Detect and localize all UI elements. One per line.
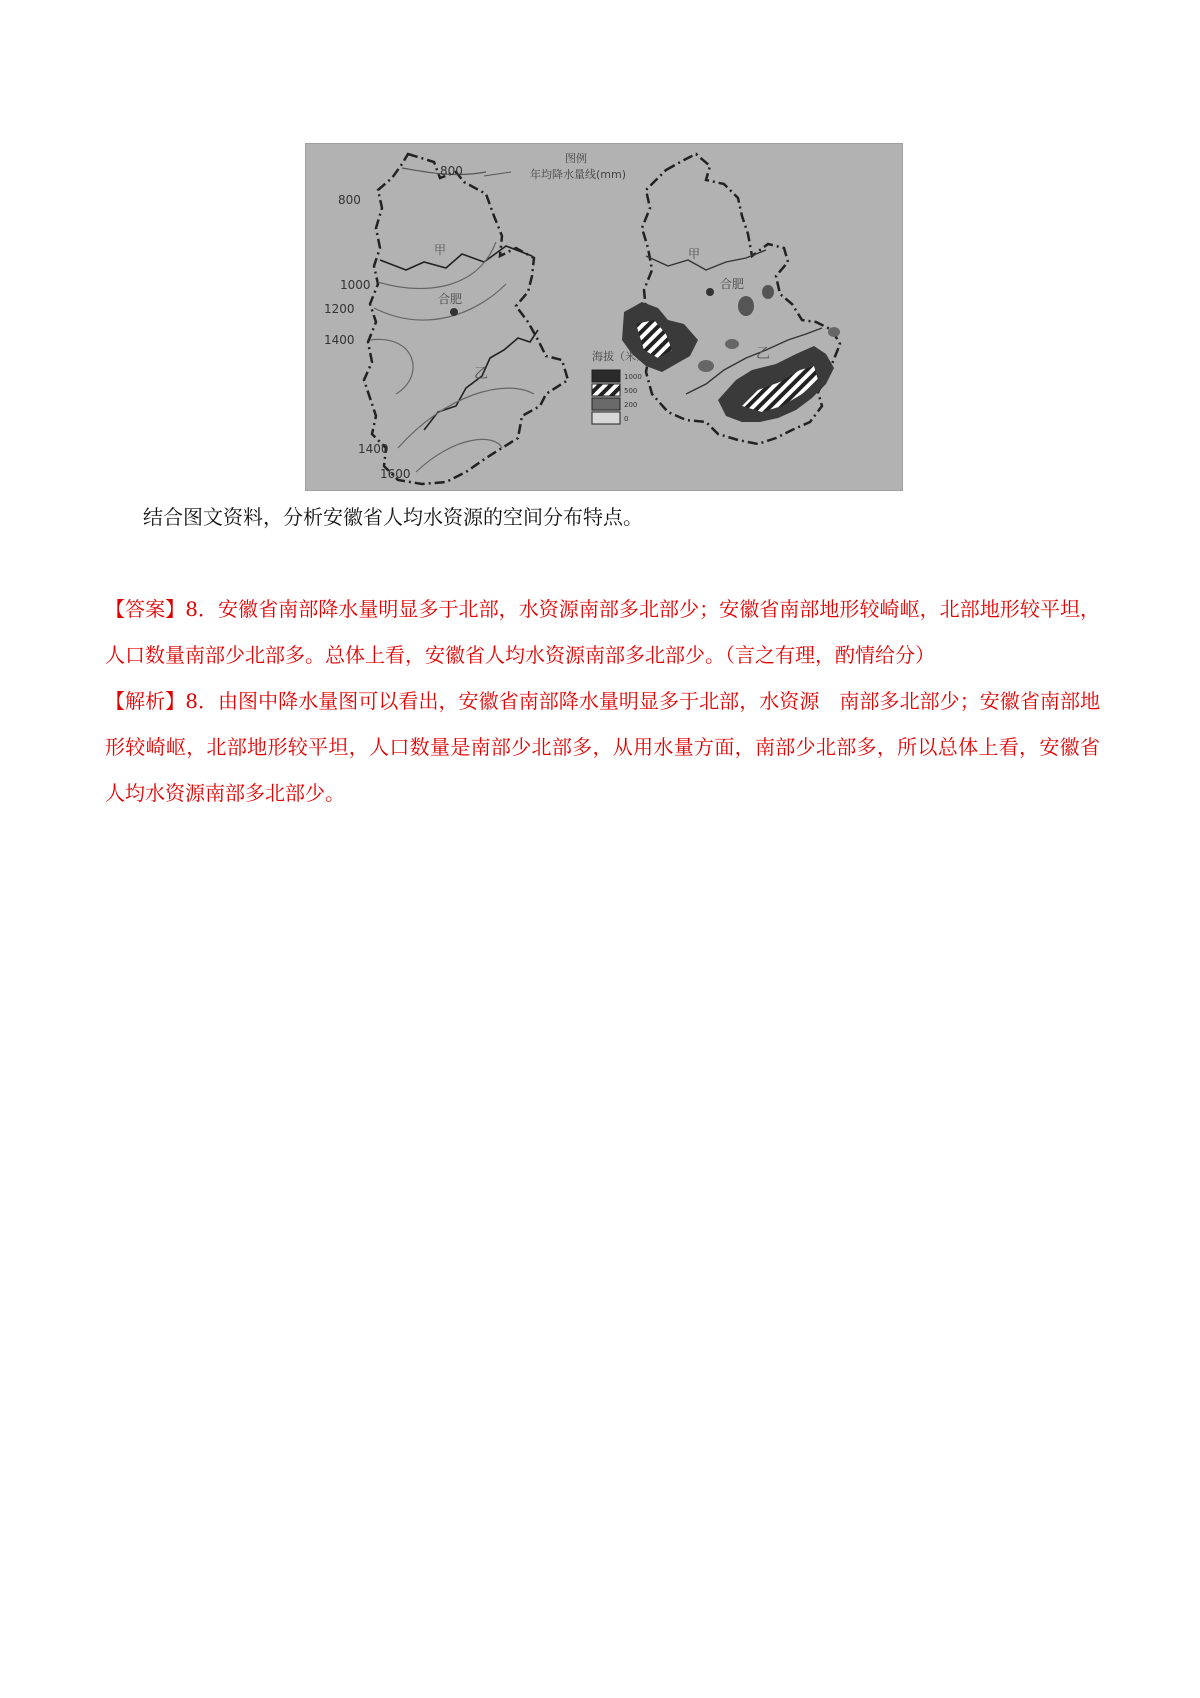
relief-patch	[725, 339, 739, 349]
isohyet-label: 1000	[340, 278, 371, 292]
left-hefei-dot	[450, 308, 458, 316]
answer-section	[105, 586, 1100, 816]
right-hefei-dot	[706, 288, 714, 296]
elevation-legend-title: 海拔（米）	[592, 350, 647, 363]
answer-label: 【答案】	[105, 597, 186, 621]
analysis-label: 【解析】	[105, 689, 186, 713]
legend-swatch-0	[592, 412, 620, 424]
right-city-hefei: 合肥	[720, 277, 745, 291]
left-region-jia: 甲	[434, 243, 447, 257]
top-legend-title: 图例	[565, 152, 587, 165]
left-province-border	[364, 154, 568, 484]
legend-swatch-200	[592, 398, 620, 410]
relief-map	[592, 154, 840, 444]
isohyet-1400-lower	[398, 388, 534, 448]
right-region-yi: 乙	[756, 346, 770, 362]
legend-level: 0	[624, 415, 629, 423]
analysis-paragraph	[105, 678, 1100, 816]
legend-swatch-500	[592, 384, 620, 396]
legend-level: 200	[624, 401, 638, 409]
legend-swatch-1000	[592, 370, 620, 382]
top-legend-subtitle: 年均降水量线(mm)	[529, 168, 627, 181]
relief-patch	[738, 296, 754, 316]
relief-patch	[762, 285, 774, 299]
legend-level: 1000	[624, 373, 642, 381]
isohyet-1400-upper	[370, 339, 413, 394]
relief-patch	[828, 327, 840, 337]
answer-text: 8．安徽省南部降水量明显多于北部，水资源南部多北部少；安徽省南部地形较崎岖，北部地形较平坦，人口数量南部少北部多。总体上看，安徽省人均水资源南部多北部少。（言之有理，酌情给分）	[105, 597, 1100, 667]
right-region-jia: 甲	[688, 247, 701, 261]
legend-level: 500	[624, 387, 638, 395]
isohyet-label: 800	[440, 164, 463, 178]
isohyet-label: 1400	[358, 442, 389, 456]
isohyet-label: 800	[338, 193, 361, 207]
answer-paragraph	[105, 586, 1100, 678]
elevation-legend	[592, 349, 647, 424]
left-city-hefei: 合肥	[438, 292, 463, 306]
anhui-maps-svg	[306, 144, 902, 490]
question-prompt: 结合图文资料，分析安徽省人均水资源的空间分布特点。	[143, 505, 643, 529]
anhui-maps-figure	[305, 143, 903, 491]
isohyet-label: 1400	[324, 333, 355, 347]
left-region-yi: 乙	[474, 366, 488, 382]
right-river-huai	[646, 250, 766, 270]
legend-leader-line	[484, 172, 511, 176]
left-river-huai	[380, 246, 532, 270]
analysis-text: 8．由图中降水量图可以看出，安徽省南部降水量明显多于北部，水资源 南部多北部少；安徽省南部地形较崎岖，北部地形较平坦，人口数量是南部少北部多，从用水量方面，南部少北部多，所以总体上看，安徽省人均水资源南部多北部少。	[105, 689, 1100, 805]
isohyet-label: 1200	[324, 302, 355, 316]
relief-patch	[698, 360, 714, 372]
precipitation-map	[324, 151, 629, 484]
isohyet-label: 1600	[380, 467, 411, 481]
